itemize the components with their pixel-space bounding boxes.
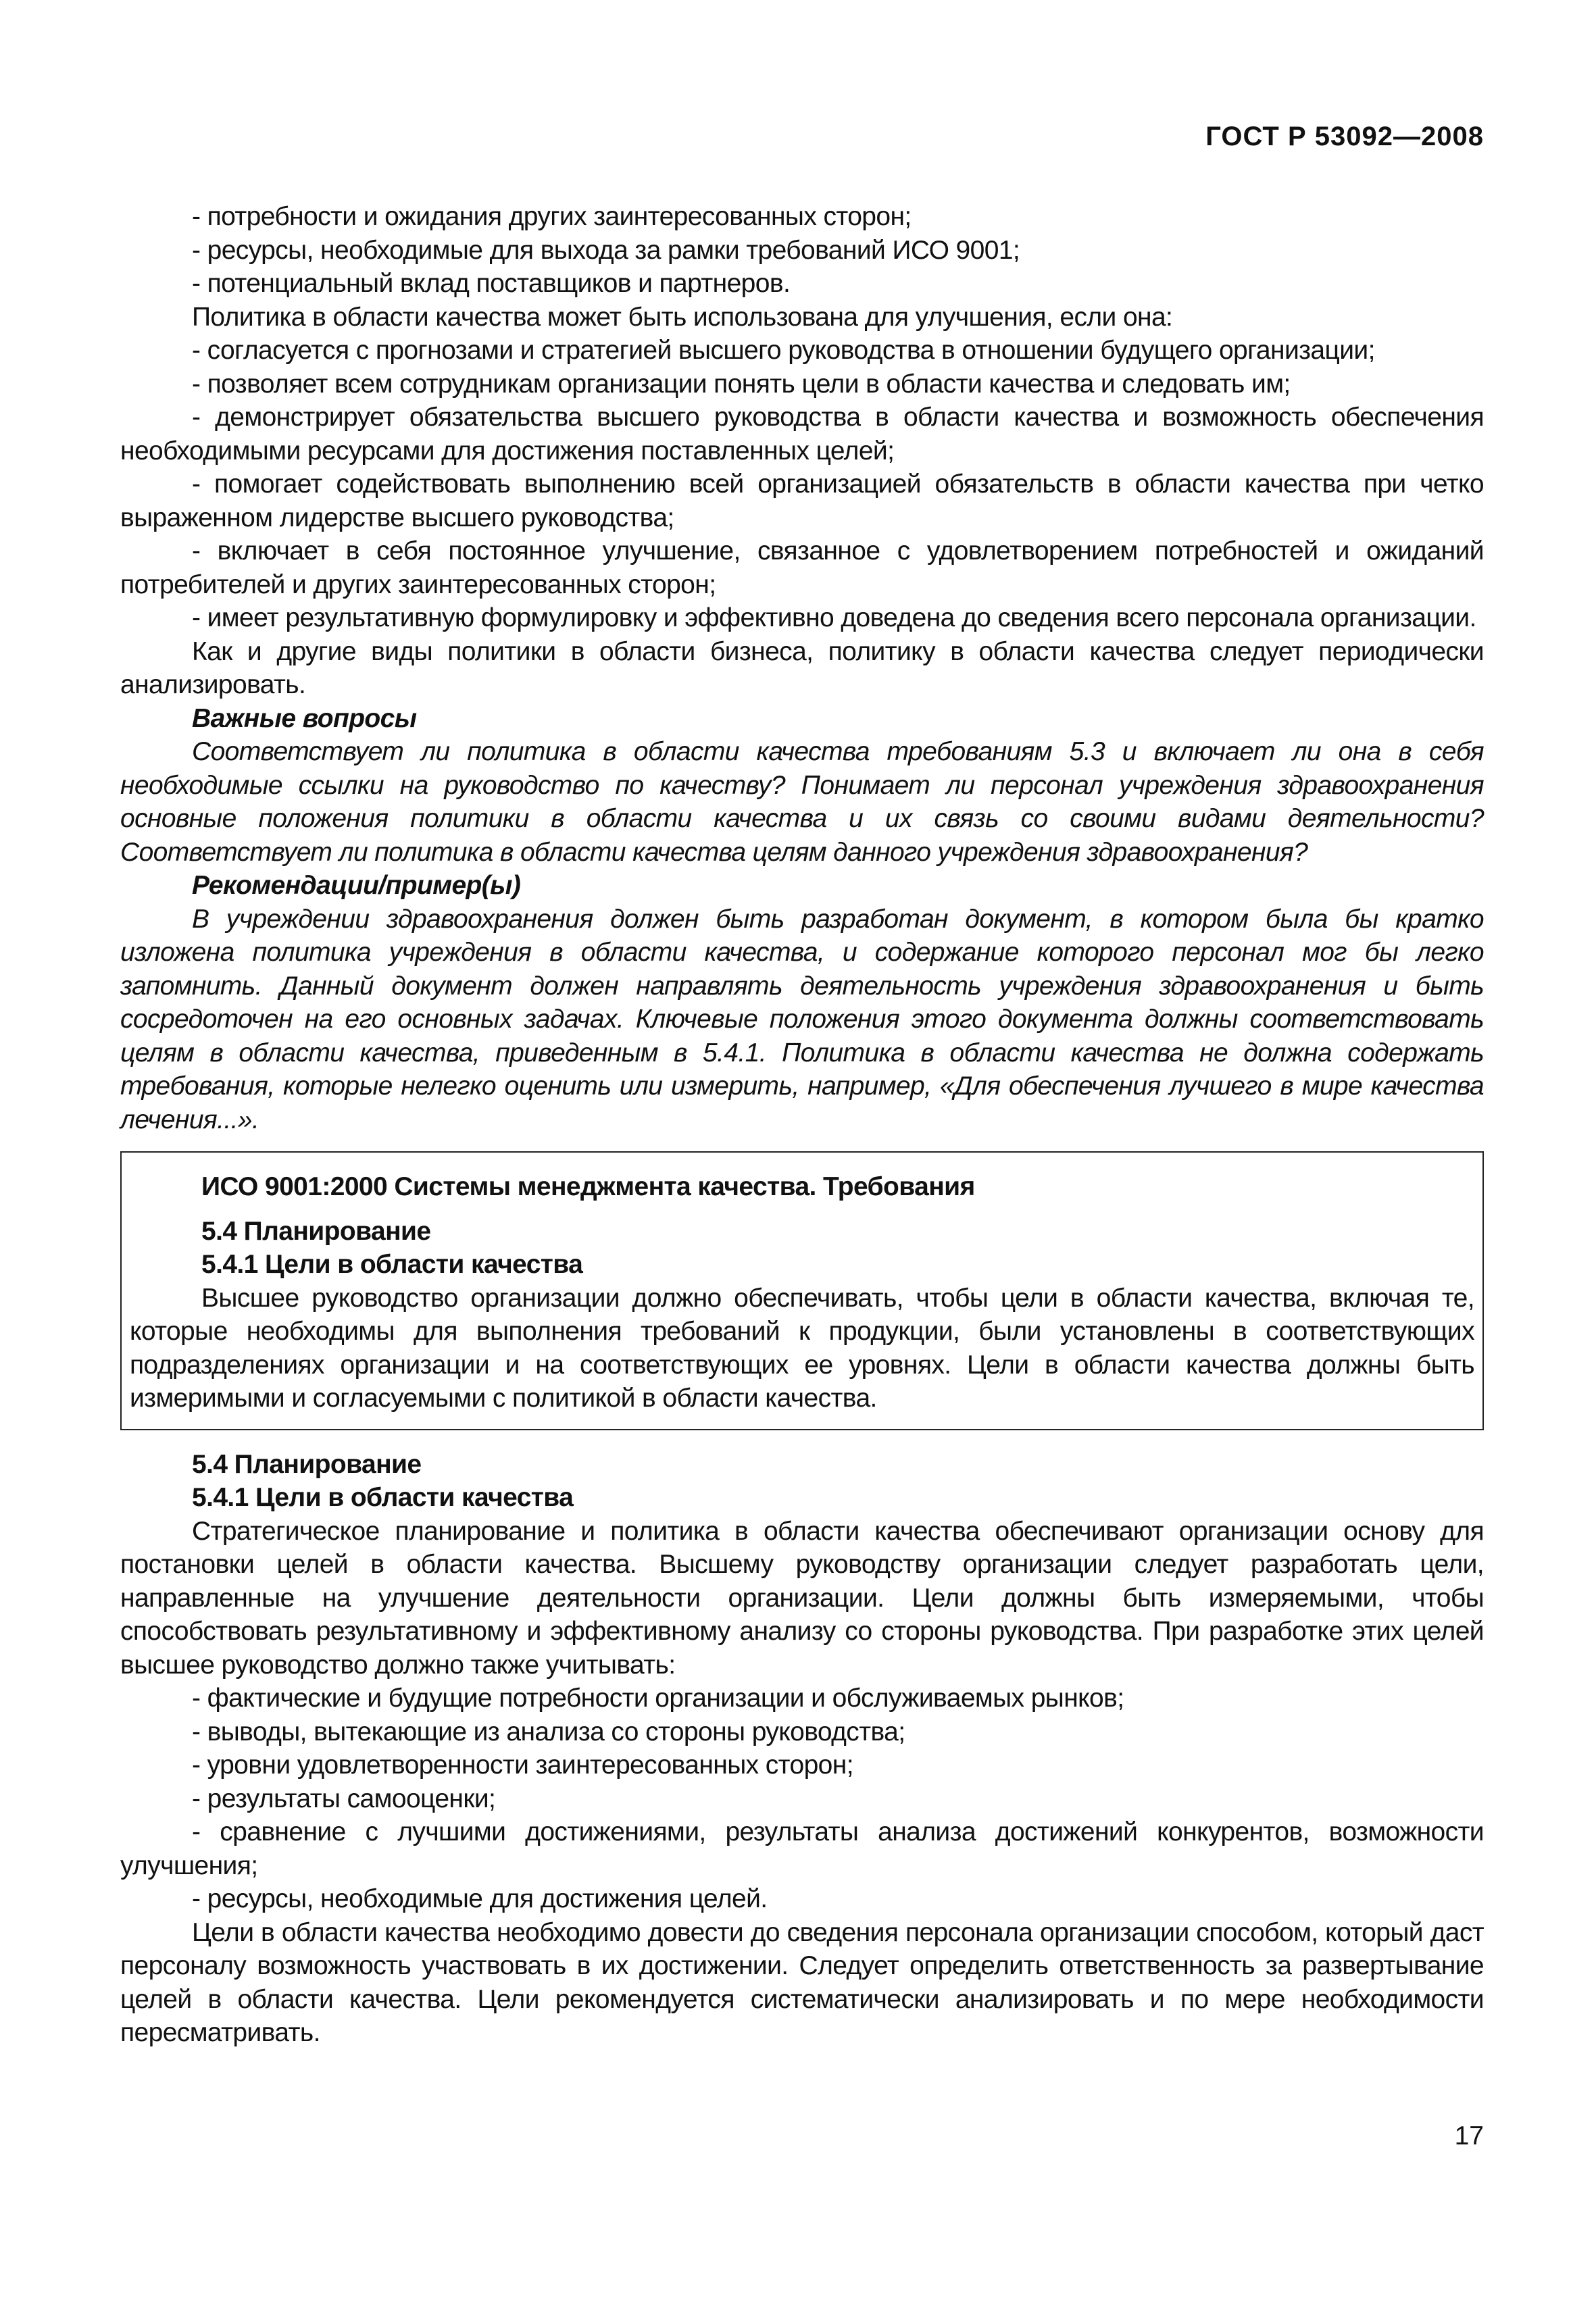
- planning-paragraph-2: - фактические и будущие потребности организации и обслуживаемых рынков;: [192, 1684, 1124, 1713]
- planning-paragraph-6: - сравнение с лучшими достижениями, результаты анализа достижений конкурентов, возможности улучшения;: [120, 1817, 1484, 1880]
- page-header-standard-code: ГОСТ Р 53092—2008: [1205, 122, 1484, 151]
- planning-section-heading: 5.4 Планирование: [192, 1449, 422, 1479]
- important-questions-heading: Важные вопросы: [192, 703, 417, 733]
- iso-box-subsection-heading: 5.4.1 Цели в области качества: [201, 1250, 583, 1279]
- intro-paragraph-3: - потенциальный вклад поставщиков и партнеров.: [192, 269, 791, 298]
- intro-paragraph-2: - ресурсы, необходимые для выхода за рамки требований ИСО 9001;: [192, 235, 1020, 265]
- recommendations-text: В учреждении здравоохранения должен быть разработан документ, в котором была бы кратко изложена политика учреждения в области качества, и содержание которого персонал мог бы легко запомнить. Данный документ должен направлять деятельность учреждения здравоохранения и быть сосредоточен на его основных задачах. Ключевые положения этого документа должны соответствовать целям в области качества, приведенным в 5.4.1. Политика в области качества не должна содержать требования, которые нелегко оценить или измерить, например, «Для обеспечения лучшего в мире качества лечения...».: [120, 904, 1484, 1134]
- intro-paragraph-6: - позволяет всем сотрудникам организации понять цели в области качества и следовать им;: [192, 369, 1291, 399]
- intro-paragraph-10: - имеет результативную формулировку и эффективно доведена до сведения всего персонала организации.: [192, 603, 1476, 632]
- page-number: 17: [1454, 2121, 1484, 2150]
- recommendations-section: [120, 869, 1484, 1136]
- planning-paragraph-4: - уровни удовлетворенности заинтересованных сторон;: [192, 1751, 853, 1780]
- intro-paragraph-8: - помогает содействовать выполнению всей организацией обязательств в области качества при четко выраженном лидерстве высшего руководства;: [120, 470, 1484, 532]
- planning-paragraph-7: - ресурсы, необходимые для достижения целей.: [192, 1884, 768, 1913]
- intro-paragraph-5: - согласуется с прогнозами и стратегией высшего руководства в отношении будущего организации;: [192, 336, 1375, 365]
- planning-paragraph-8: Цели в области качества необходимо довести до сведения персонала организации способом, который даст персоналу возможность участвовать в их достижении. Следует определить ответственность за развертывание целей в области качества. Цели рекомендуется систематически анализировать и по мере необходимости пересматривать.: [120, 1917, 1484, 2047]
- intro-paragraph-7: - демонстрирует обязательства высшего руководства в области качества и возможность обеспечения необходимыми ресурсами для достижения поставленных целей;: [120, 403, 1484, 466]
- important-questions-section: [120, 702, 1484, 870]
- iso-box-title: ИСО 9001:2000 Системы менеджмента качества. Требования: [201, 1172, 975, 1201]
- intro-paragraph-9: - включает в себя постоянное улучшение, связанное с удовлетворением потребностей и ожиданий потребителей и других заинтересованных сторон;: [120, 536, 1484, 599]
- planning-subsection-heading: 5.4.1 Цели в области качества: [192, 1483, 574, 1512]
- page-content: [120, 200, 1484, 2050]
- intro-paragraph-11: Как и другие виды политики в области бизнеса, политику в области качества следует периодически анализировать.: [120, 636, 1484, 699]
- iso-box-section-heading: 5.4 Планирование: [201, 1216, 431, 1246]
- important-questions-text: Соответствует ли политика в области качества требованиям 5.3 и включает ли она в себя необходимые ссылки на руководство по качеству? Понимает ли персонал учреждения здравоохранения основные положения политики в области качества и их связь со своими видами деятельности? Соответствует ли политика в области качества целям данного учреждения здравоохранения?: [120, 737, 1484, 867]
- intro-section: [120, 200, 1484, 702]
- intro-paragraph-4: Политика в области качества может быть использована для улучшения, если она:: [192, 302, 1173, 332]
- planning-paragraph-5: - результаты самооценки;: [192, 1784, 496, 1813]
- iso-box-text: Высшее руководство организации должно обеспечивать, чтобы цели в области качества, включая те, которые необходимы для выполнения требований к продукции, были установлены в соответствующих подразделениях организации и на соответствующих ее уровнях. Цели в области качества должны быть измеримыми и согласуемыми с политикой в области качества.: [130, 1283, 1474, 1413]
- intro-paragraph-1: - потребности и ожидания других заинтересованных сторон;: [192, 202, 912, 231]
- planning-section: [120, 1448, 1484, 2050]
- planning-paragraph-1: Стратегическое планирование и политика в области качества обеспечивают организации основу для постановки целей в области качества. Высшему руководству организации следует разработать цели, направленные на улучшение деятельности организации. Цели должны быть измеряемыми, чтобы способствовать результативному и эффективному анализу со стороны руководства. При разработке этих целей высшее руководство должно также учитывать:: [120, 1516, 1484, 1680]
- planning-paragraph-3: - выводы, вытекающие из анализа со стороны руководства;: [192, 1717, 905, 1746]
- iso-requirements-box: [120, 1151, 1484, 1430]
- recommendations-heading: Рекомендации/пример(ы): [192, 871, 521, 900]
